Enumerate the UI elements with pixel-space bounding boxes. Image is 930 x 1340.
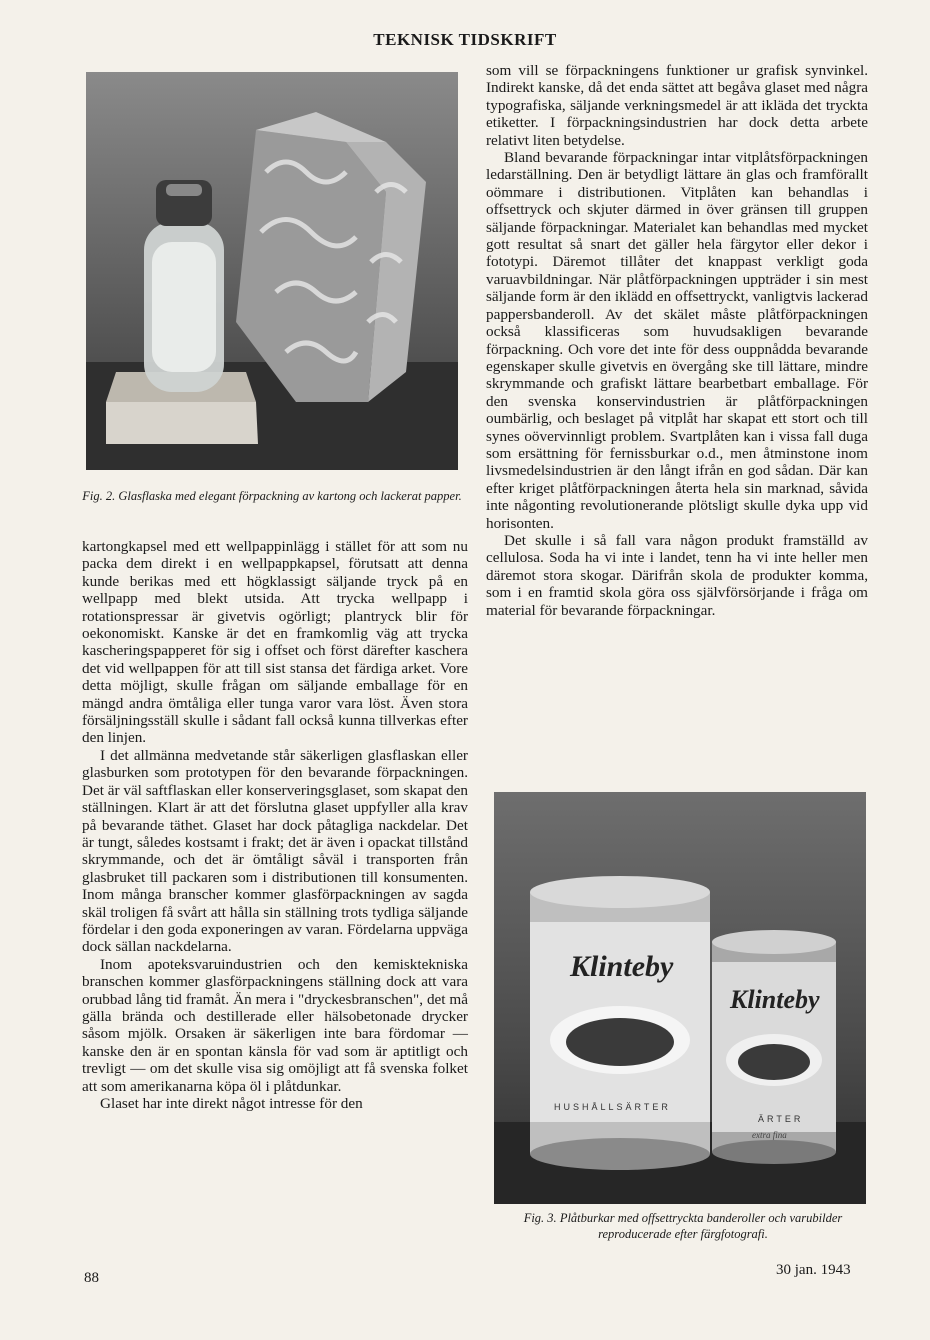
large-can-brand: Klinteby xyxy=(570,950,674,983)
figure-2-photo xyxy=(86,72,458,470)
figure-3-label: Fig. 3. xyxy=(523,1211,557,1225)
left-column xyxy=(82,538,468,1112)
small-can-sub: extra fina xyxy=(752,1130,787,1140)
right-paragraph-2: Bland bevarande förpackningar intar vitplåtsförpackningen ledarställning. Den är betydligt lättare än glas och framförallt oömmare i distributionen. Vitplåten kan behandlas i offsettryck och skjuter därmed in över gränsen till gruppen säljande förpackningar. Materialet kan behandlas med mycket gott resultat så snart det gäller hela färgytor eller dekor i fototypi. Däremot tillåter det knappast verkligt goda varuavbildningar. När plåtförpackningen uppträder i sin mest säljande form är den iklädd en offsettryckt, vanligtvis lackerad pappersbanderoll. Av det skälet måste plåtförpackningen också klassificeras som huvudsakligen bevarande förpackning. Och vore det inte för dess ouppnådda bevarande egenskaper skulle givetvis en övergång ske till lättare, mindre skrymmande och grafiskt lättare bearbetbart emballage. För den svenska konservindustrien är plåtförpackningen oumbärlig, och beslaget på vitplåt har skapat ett stort och till synes oövervinnligt problem. Svartplåten kan i vissa fall duga som ersättning för fernissburkar o.d., men åtminstone inom livsmedelsindustrien är den långt ifrån en god sådan. Där kan efter kriget plåtförpackningen återta hela sin marknad, såvida inte någonting revolutionerande plötsligt skulle dyka upp vid horisonten. xyxy=(486,149,868,532)
left-paragraph-1: kartongkapsel med ett wellpappinlägg i stället för att som nu packa dem direkt i en wellpappkapsel, förutsatt att denna kunde berikas med ett högklassigt säljande tryck på en wellpapp med blekt utsida. Att trycka wellpapp i rotationspressar är givetvis ogörligt; plantryck blir för oekonomiskt. Kanske är det en framkomlig väg att trycka kascheringspapperet för sig i offset och först därefter kaschera det vid wellpappen för att till sist stansa det färdiga arket. Vore detta möjligt, skulle frågan om säljande emballage för en mängd andra ömtåliga eller tunga varor vara löst. Även stora försäljningsställ skulle i sådant fall också kunna tillverkas efter den linjen. xyxy=(82,538,468,747)
figure-3-photo xyxy=(494,792,866,1204)
right-column xyxy=(486,62,868,619)
left-paragraph-3: Inom apoteksvaruindustrien och den kemisktekniska branschen kommer glasförpackningens ställning dock att vara orubbad lång tid framåt. Än mera i "dryckesbranschen", det må gälla brända och destillerade eller hälsobetonade drycker såsom mjölk. Orsaken är säkerligen inte bara fördomar — kanske den är en spontan känsla för vad som är aptitligt och trevligt — om det skulle visa sig omöjligt att få svenska folket att som amerikanarna köpa öl i plåtdunkar. xyxy=(82,955,468,1095)
left-paragraph-2: I det allmänna medvetande står säkerligen glasflaskan eller glasburken som prototypen för den bevarande förpackningen. Det är väl saftflaskan eller konserveringsglaset, som skapat den ställningen. Klart är att det förslutna glaset uppfyller alla krav på bevarande täthet. Glaset har dock påtagliga nackdelar. Det är tungt, således kostsamt i frakt; det är även i opackat tillstånd skrymmande, och det är ömtåligt såväl i transporten från glasbruket till packaren som i distributionen till konsumenten. Inom många branscher kommer glasförpackningen av sagda skäl troligen få svårt att hålla sin ställning trots tydliga säljande fördelar i den goda exponeringen av varan. Fördelarna uppväga dock sällan nackdelarna. xyxy=(82,746,468,956)
left-paragraph-4: Glaset har inte direkt något intresse för den xyxy=(100,1095,363,1112)
right-paragraph-3: Det skulle i så fall vara någon produkt framställd av cellulosa. Soda ha vi inte i landet, tenn ha vi inte heller men däremot stora skogar. Därifrån skola de produkter komma, som i en framtid skola göra oss självförsörjande i fråga om material för bevarande förpackningar. xyxy=(486,531,868,619)
small-can-band: ÄRTER xyxy=(758,1114,804,1124)
figure-3-caption xyxy=(488,1210,878,1242)
page-number: 88 xyxy=(84,1270,99,1286)
figure-2-caption xyxy=(76,488,468,504)
issue-date: 30 jan. 1943 xyxy=(776,1262,851,1278)
small-can-brand: Klinteby xyxy=(730,985,820,1014)
large-can-band: HUSHÅLLSÄRTER xyxy=(554,1102,671,1112)
figure-2-caption-text: Glasflaska med elegant förpackning av kartong och lackerat papper. xyxy=(118,489,462,503)
figure-3-caption-text: Plåtburkar med offsettryckta banderoller och varubilder reproducerade efter färgfotografi. xyxy=(559,1211,843,1241)
right-paragraph-1: som vill se förpackningens funktioner ur grafisk synvinkel. Indirekt kanske, då det enda sättet att begåva glaset med några typografiska, säljande verkningsmedel är att ikläda det tryckta etiketter. I förpackningsindustrien har dock detta arbete relativt liten betydelse. xyxy=(486,62,868,149)
journal-header: TEKNISK TIDSKRIFT xyxy=(373,30,557,49)
figure-2-label: Fig. 2. xyxy=(82,489,116,503)
